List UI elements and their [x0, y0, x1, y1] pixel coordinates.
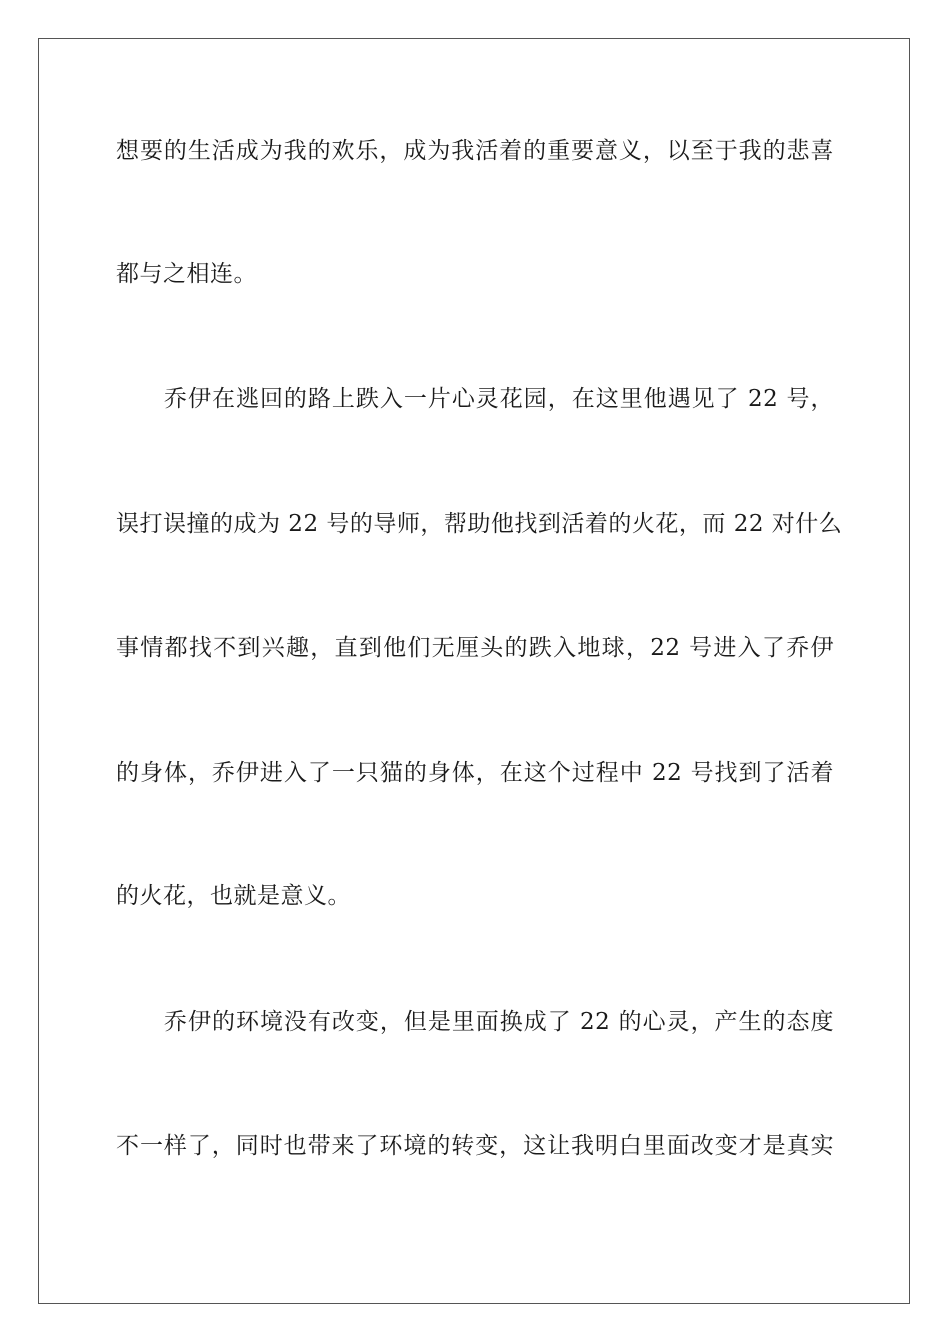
paragraph-3-line-2: 不一样了，同时也带来了环境的转变，这让我明白里面改变才是真实	[116, 1133, 834, 1159]
paragraph-1-line-1: 想要的生活成为我的欢乐，成为我活着的重要意义，以至于我的悲喜	[116, 138, 834, 164]
page-frame	[38, 38, 910, 1304]
paragraph-2-line-4: 的身体，乔伊进入了一只猫的身体，在这个过程中 22 号找到了活着	[116, 760, 834, 786]
paragraph-1-line-2: 都与之相连。	[116, 261, 257, 287]
paragraph-2-line-2: 误打误撞的成为 22 号的导师，帮助他找到活着的火花，而 22 对什么	[116, 511, 843, 537]
paragraph-3-line-1: 乔伊的环境没有改变，但是里面换成了 22 的心灵，产生的态度	[164, 1009, 834, 1035]
paragraph-2-line-1: 乔伊在逃回的路上跌入一片心灵花园，在这里他遇见了 22 号，	[164, 386, 834, 412]
paragraph-2-line-5: 的火花，也就是意义。	[116, 883, 351, 909]
paragraph-2-line-3: 事情都找不到兴趣，直到他们无厘头的跌入地球，22 号进入了乔伊	[116, 635, 834, 661]
